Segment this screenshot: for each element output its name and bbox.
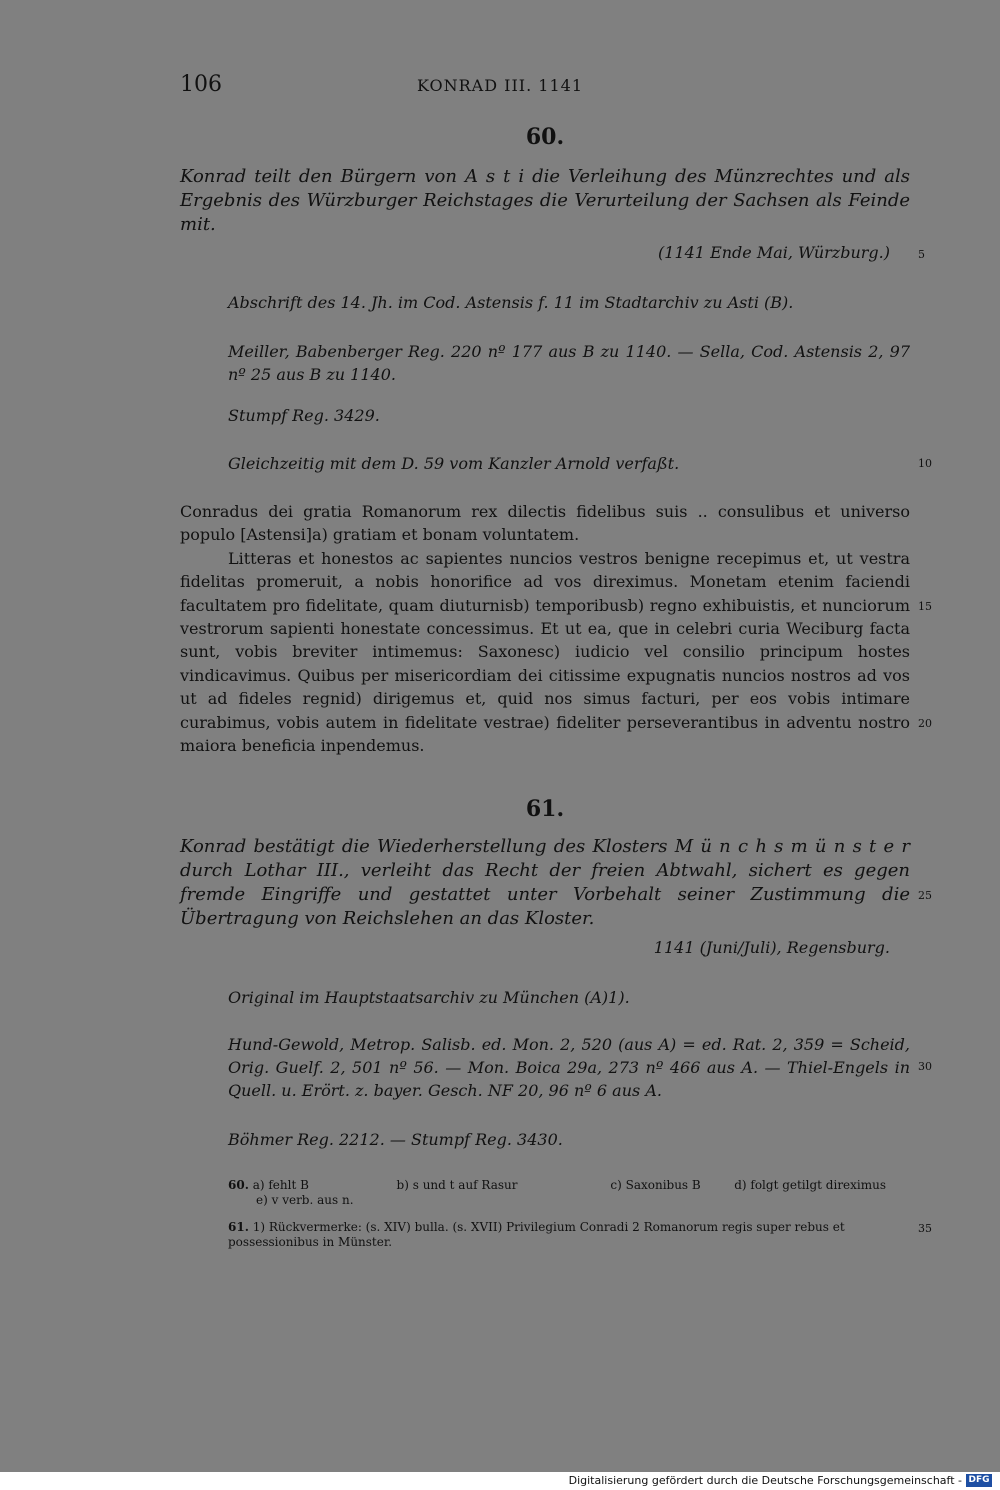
regest-ref-61: Böhmer Reg. 2212. — Stumpf Reg. 3430. bbox=[228, 1130, 563, 1149]
date-line-60: (1141 Ende Mai, Würzburg.) bbox=[658, 243, 890, 262]
footer-bar bbox=[0, 1472, 1000, 1490]
editions-note-60: Meiller, Babenberger Reg. 220 nº 177 aus B zu 1140. — Sella, Cod. Astensis 2, 97 nº 25 aus B zu 1140. bbox=[228, 342, 910, 384]
line-number: 15 bbox=[918, 600, 932, 613]
footnote-doc-number: 60. bbox=[228, 1178, 249, 1192]
document-number-61: 61. bbox=[525, 796, 565, 822]
regest-ref-60: Stumpf Reg. 3429. bbox=[228, 406, 380, 425]
dictation-note-60: Gleichzeitig mit dem D. 59 vom Kanzler Arnold verfaßt. bbox=[228, 454, 680, 473]
footnote-b: b) s und t auf Rasur bbox=[396, 1178, 518, 1192]
editions-note-61: Hund-Gewold, Metrop. Salisb. ed. Mon. 2, 520 (aus A) = ed. Rat. 2, 359 = Scheid, Orig. Guelf. 2, 501 nº 56. — Mon. Boica 29a, 273 nº 466 aus A. — Thiel-Engels in Quell. u. Erört. z. bayer. Gesch. NF 20, 96 nº 6 aus A. bbox=[228, 1035, 910, 1100]
protocol-paragraph: Conradus dei gratia Romanorum rex dilectis fidelibus suis .. consulibus et universo populo [Astensi]a) gratiam et bonam voluntatem. bbox=[180, 502, 910, 545]
regest-60: Konrad teilt den Bürgern von A s t i die Verleihung des Münzrechtes und als Ergebnis des Würzburger Reichstages die Verurteilung der Sachsen als Feinde mit. bbox=[180, 166, 910, 235]
document-number-60: 60. bbox=[525, 124, 565, 150]
line-number: 5 bbox=[918, 248, 925, 261]
footnote-c: c) Saxonibus B bbox=[610, 1178, 701, 1192]
line-number: 25 bbox=[918, 889, 932, 902]
footnotes-61 bbox=[228, 1220, 912, 1250]
tradition-note-60: Abschrift des 14. Jh. im Cod. Astensis f. 11 im Stadtarchiv zu Asti (B). bbox=[228, 293, 794, 312]
line-number: 20 bbox=[918, 717, 932, 730]
footnote-d: d) folgt getilgt direximus bbox=[734, 1178, 887, 1192]
context-paragraph: Litteras et honestos ac sapientes nuncios vestros benigne recepimus et, ut vestra fidelitas promeruit, a nobis honorifice ad vos direximus. Monetam etenim faciendi facultatem pro fidelitate, quam diuturnisb) temporibusb) regno exhibuistis, et nunciorum vestrorum sapienti honestate concessimus. Et ut ea, que in celebri curia Weciburg facta sunt, vobis breviter intimemus: Saxonesc) iudicio vel consilio principum hostes vindicavimus. Quibus per misericordiam dei citissime expugnatis nuncios nostros ad vos ut ad fideles regnid) dirigemus et, quid nos simus facturi, per eos vobis intimare curabimus, vobis autem in fidelitate vestrae) fideliter perseverantibus in adventu nostro maiora beneficia inpendemus. bbox=[180, 548, 910, 756]
date-line-61: 1141 (Juni/Juli), Regensburg. bbox=[653, 938, 890, 957]
page-number: 106 bbox=[180, 72, 222, 97]
line-number: 30 bbox=[918, 1060, 932, 1073]
line-number: 10 bbox=[918, 457, 932, 470]
footnote-doc-number: 61. bbox=[228, 1220, 249, 1234]
dfg-logo-icon[interactable]: DFG bbox=[966, 1474, 992, 1487]
footnote-1: 1) Rückvermerke: (s. XIV) bulla. (s. XVII) Privilegium Conradi 2 Romanorum regis super rebus et possessionibus in Münster. bbox=[228, 1220, 845, 1249]
regest-61: Konrad bestätigt die Wiederherstellung des Klosters M ü n c h s m ü n s t e r durch Lothar III., verleiht das Recht der freien Abtwahl, sichert es gegen fremde Eingriffe und gestattet unter Vorbehalt seiner Zustimmung die Übertragung von Reichslehen an das Kloster. bbox=[180, 836, 910, 929]
funding-credit: Digitalisierung gefördert durch die Deutsche Forschungsgemeinschaft - bbox=[568, 1474, 962, 1487]
footnote-e: e) v verb. aus n. bbox=[256, 1193, 354, 1207]
footnote-a: a) fehlt B bbox=[252, 1178, 309, 1192]
running-title: KONRAD III. 1141 bbox=[416, 76, 583, 95]
tradition-note-61: Original im Hauptstaatsarchiv zu München (A)1). bbox=[228, 988, 630, 1007]
diploma-text-60 bbox=[180, 500, 910, 757]
line-number: 35 bbox=[918, 1222, 932, 1235]
footnotes-60 bbox=[228, 1178, 912, 1208]
